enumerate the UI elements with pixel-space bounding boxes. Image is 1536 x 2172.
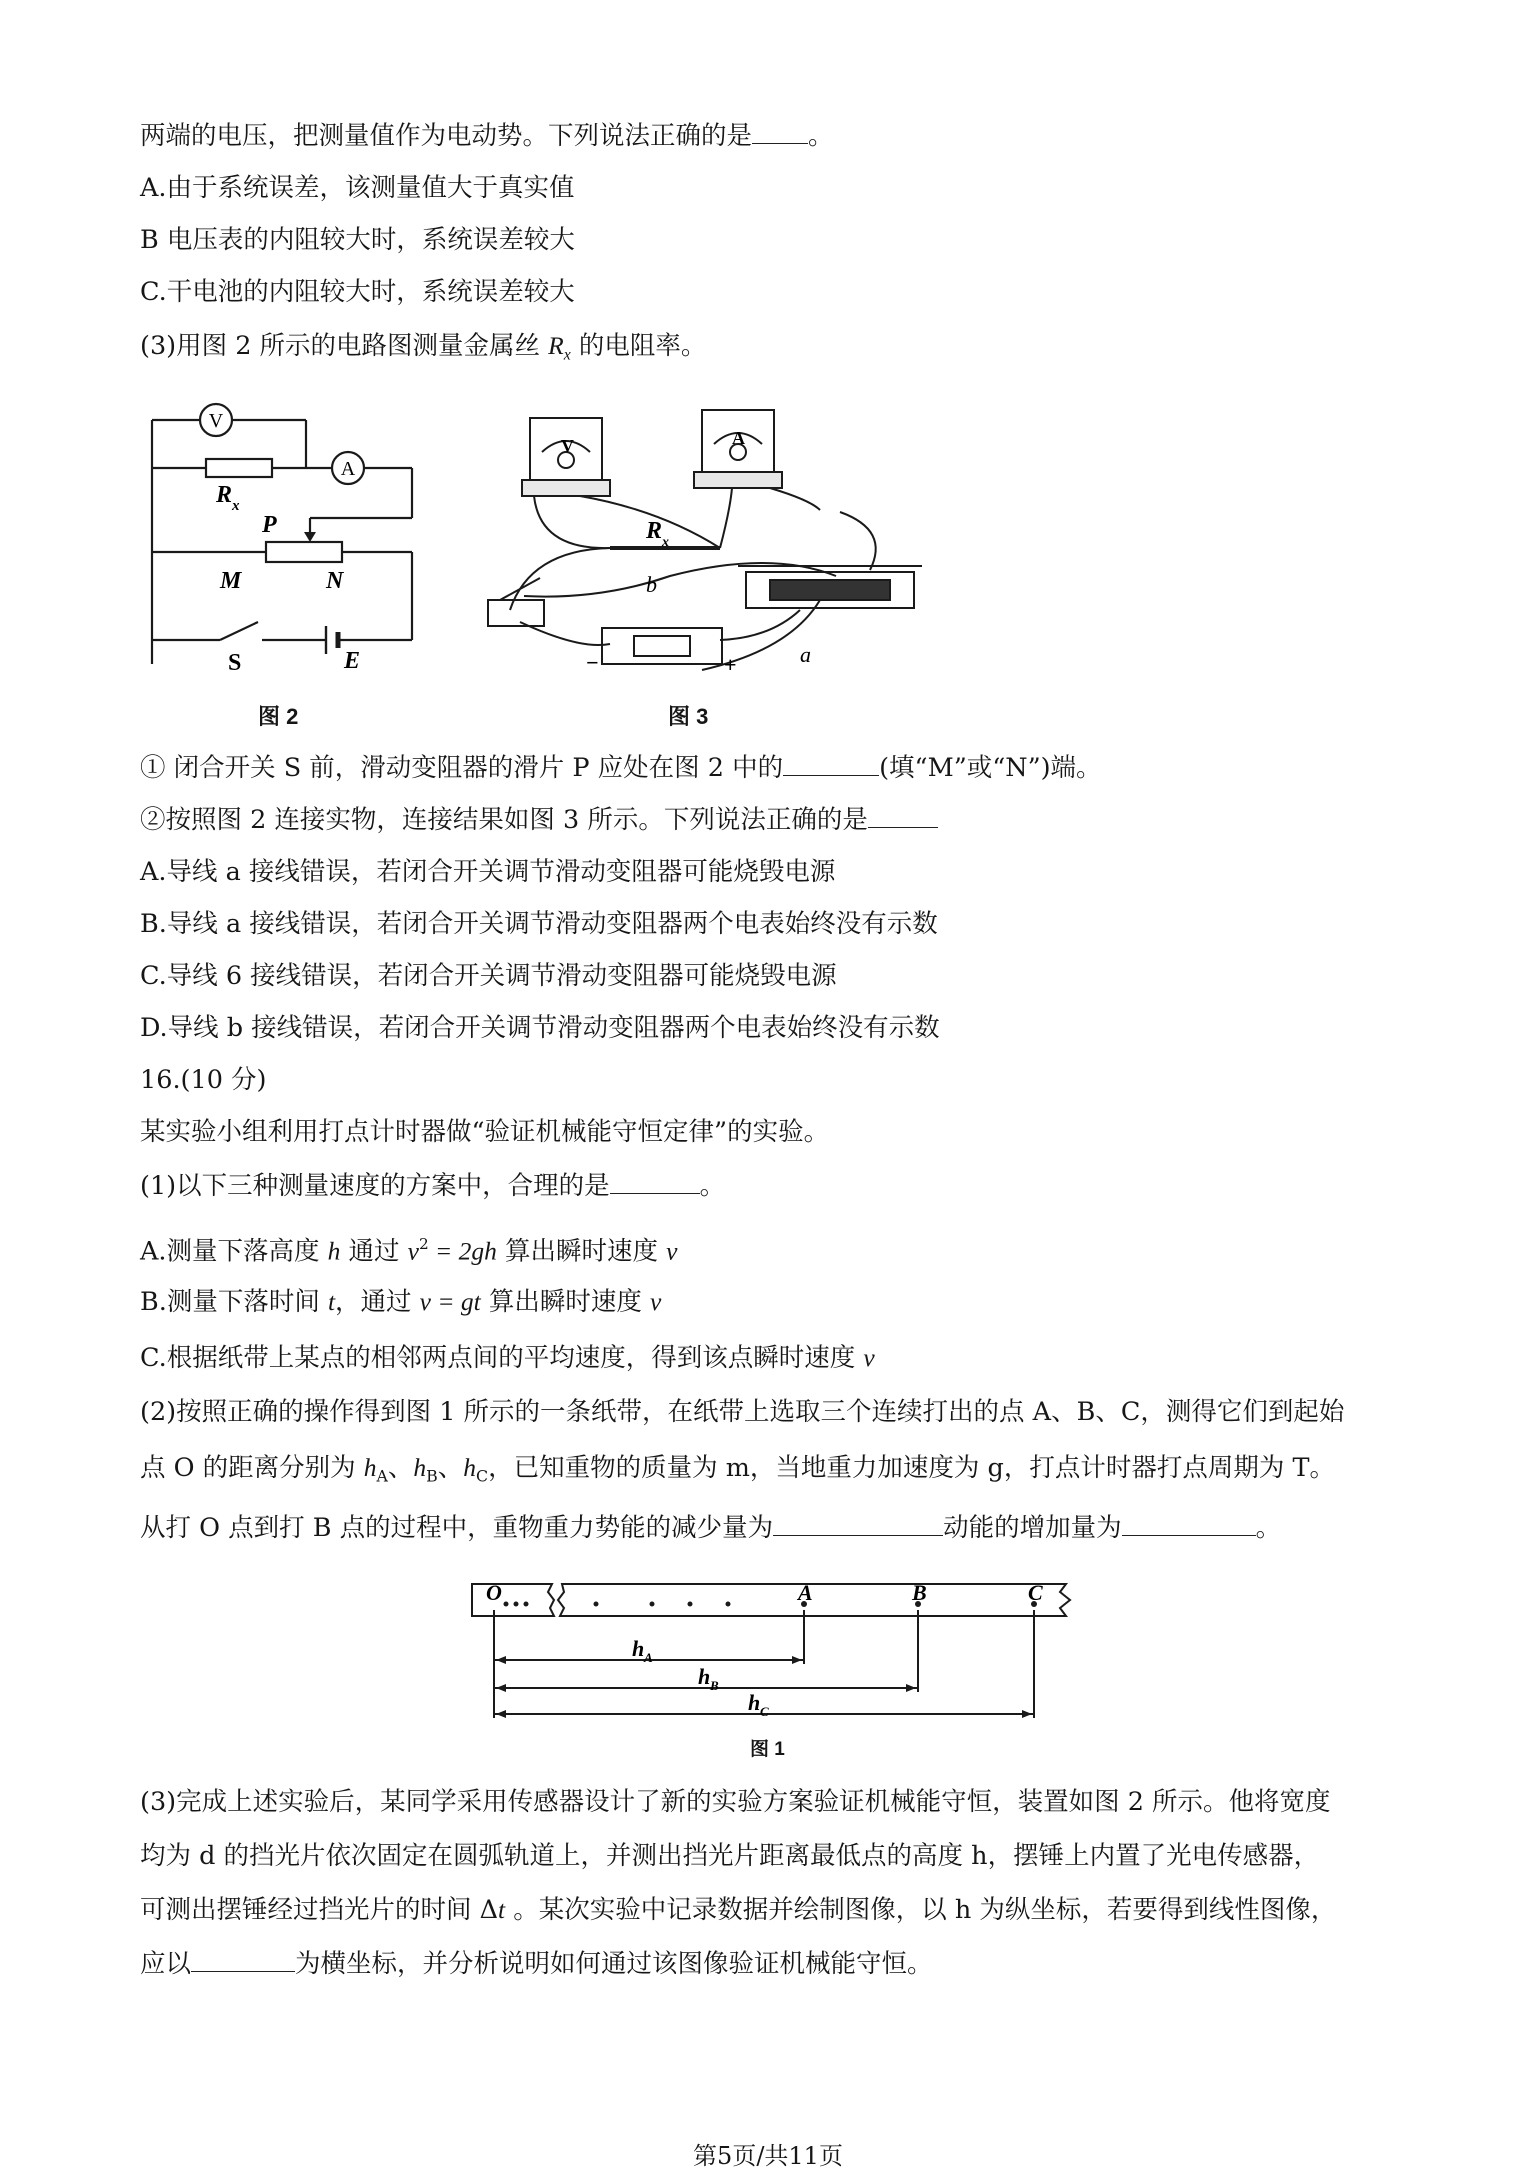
fig3-label-rx: R [646, 518, 663, 544]
tape-label-b: B [912, 1580, 927, 1605]
option-a: A.导线 a 接线错误，若闭合开关调节滑动变阻器可能烧毁电源 [140, 857, 836, 887]
label-p: P [262, 512, 277, 538]
fig3-caption: 图 3 [668, 704, 709, 729]
q16-part3-line2: 均为 d 的挡光片依次固定在圆弧轨道上，并测出挡光片距离最低点的高度 h，摆锤上内置了光电传感器， [140, 1841, 1320, 1871]
fig3-label-plus: + [724, 652, 737, 677]
fig2-caption: 图 2 [258, 704, 299, 729]
q16-header: 16.(10 分) [140, 1065, 267, 1095]
svg-text:A: A [644, 1650, 653, 1665]
paper-tape-fig1 [466, 1570, 1086, 1720]
label-e: E [344, 648, 361, 674]
option-b: B 电压表的内阻较大时，系统误差较大 [140, 225, 575, 255]
answer-blank[interactable] [1122, 1511, 1256, 1536]
option-a: A.由于系统误差，该测量值大于真实值 [140, 173, 575, 203]
label-a: A [340, 458, 356, 480]
q16-intro: 某实验小组利用打点计时器做“验证机械能守恒定律”的实验。 [140, 1117, 830, 1147]
label-s: S [228, 650, 242, 676]
tape-label-c: C [1028, 1580, 1043, 1605]
q16-part3-line4: 应以 为横坐标，并分析说明如何通过该图像验证机械能守恒。 [140, 1949, 933, 1979]
tape-label-a: A [798, 1580, 813, 1605]
option-d: D.导线 b 接线错误，若闭合开关调节滑动变阻器两个电表始终没有示数 [140, 1013, 940, 1043]
answer-blank[interactable] [868, 803, 938, 828]
answer-blank[interactable] [610, 1169, 700, 1194]
fig1-caption: 图 1 [750, 1739, 785, 1760]
svg-text:B: B [710, 1678, 719, 1693]
answer-blank[interactable] [752, 119, 808, 144]
wiring-photo-fig3 [470, 400, 940, 680]
slider-arrow-icon [304, 532, 316, 542]
option-b: B.测量下落时间 t，通过 v = gt 算出瞬时速度 v [140, 1287, 662, 1317]
tape-label-ha: h [632, 1636, 645, 1661]
fig3-label-a: A [732, 428, 745, 448]
fig3-label-rx-sub: x [662, 535, 669, 550]
q16-part3-line3: 可测出摆锤经过挡光片的时间 Δt 。某次实验中记录数据并绘制图像，以 h 为纵坐标，若要得到线性图像， [140, 1895, 1337, 1925]
q15-stem-tail: 两端的电压，把测量值作为电动势。下列说法正确的是 。 [140, 121, 834, 151]
option-c: C.导线 6 接线错误，若闭合开关调节滑动变阻器可能烧毁电源 [140, 961, 837, 991]
q16-part3-line1: (3)完成上述实验后，某同学采用传感器设计了新的实验方案验证机械能守恒，装置如图 2 所示。他将宽度 [140, 1787, 1331, 1817]
answer-blank[interactable] [783, 751, 879, 776]
fig3-label-minus: − [586, 650, 599, 675]
fig3-label-b: b [646, 572, 657, 597]
fig3-label-v: V [561, 436, 574, 456]
q16-part2-line3: 从打 O 点到打 B 点的过程中，重物重力势能的减少量为 动能的增加量为 。 [140, 1513, 1282, 1543]
fig3-label-a-wire: a [800, 642, 811, 667]
svg-text:C: C [760, 1704, 769, 1719]
answer-blank[interactable] [773, 1511, 943, 1536]
circuit-diagram-fig2 [140, 400, 430, 680]
q16-part2-line1: (2)按照正确的操作得到图 1 所示的一条纸带，在纸带上选取三个连续打出的点 A、B、C，测得它们到起始 [140, 1397, 1345, 1427]
tape-label-hb: h [698, 1664, 711, 1689]
label-n: N [326, 568, 344, 594]
q15-sub1: ① 闭合开关 S 前，滑动变阻器的滑片 P 应处在图 2 中的 (填“M”或“N”)端。 [140, 753, 1102, 783]
option-b: B.导线 a 接线错误，若闭合开关调节滑动变阻器两个电表始终没有示数 [140, 909, 938, 939]
tape-label-o: O [486, 1580, 502, 1605]
q15-part3-intro: (3)用图 2 所示的电路图测量金属丝 $R_x$ 的电阻率。 [140, 331, 707, 364]
option-a: A.测量下落高度 h 通过 $v^2 = 2gh$ 算出瞬时速度 v [140, 1235, 678, 1267]
label-m: M [220, 568, 242, 594]
label-v: V [208, 410, 224, 432]
q15-sub2: ②按照图 2 连接实物，连接结果如图 3 所示。下列说法正确的是 [140, 802, 938, 838]
tape-label-hc: h [748, 1690, 761, 1715]
option-c: C.干电池的内阻较大时，系统误差较大 [140, 277, 575, 307]
page-footer: 第5页/共11页 [693, 2142, 843, 2170]
q16-part2-line2: 点 O 的距离分别为 $h_A$、$h_B$、$h_C$，已知重物的质量为 m，当地重力加速度为 g，打点计时器打点周期为 T。 [140, 1453, 1335, 1486]
label-rx-sub: x [232, 498, 240, 514]
option-c: C.根据纸带上某点的相邻两点间的平均速度，得到该点瞬时速度 v [140, 1343, 875, 1373]
label-rx: R [216, 482, 233, 508]
q16-part1-stem: (1)以下三种测量速度的方案中，合理的是 。 [140, 1171, 726, 1201]
answer-blank[interactable] [191, 1947, 295, 1972]
